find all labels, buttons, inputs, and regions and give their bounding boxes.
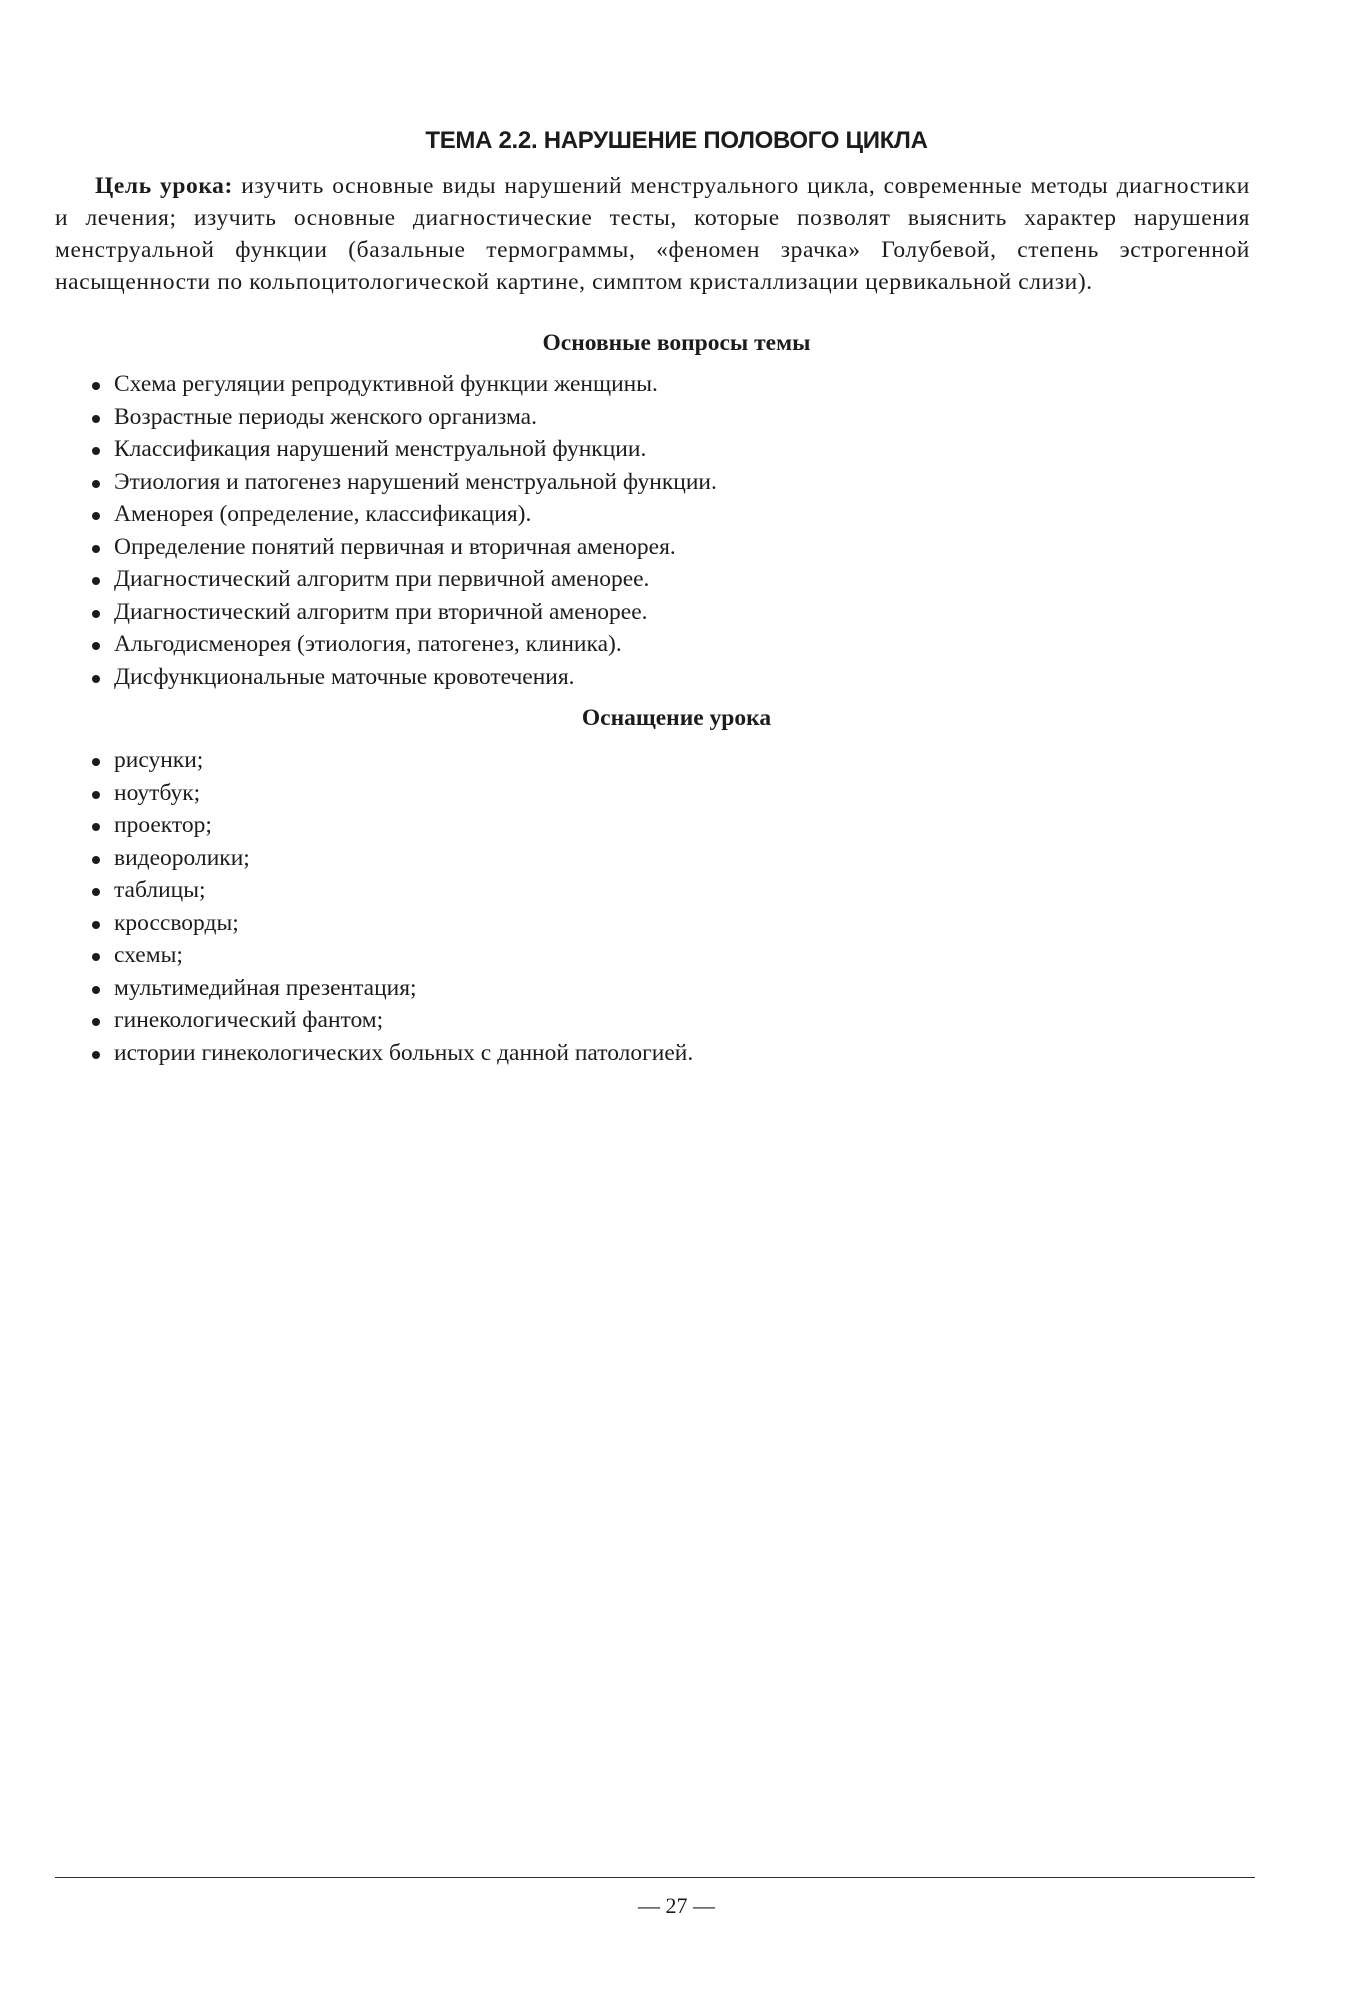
list-item-text: Определение понятий первичная и вторичная аменорея. (114, 533, 676, 560)
list-item-text: ноутбук; (114, 779, 201, 806)
list-item (90, 498, 717, 531)
list-item-text: Дисфункциональные маточные кровотечения. (114, 663, 575, 690)
bullet-icon (92, 986, 100, 994)
topic-title: ТЕМА 2.2. НАРУШЕНИЕ ПОЛОВОГО ЦИКЛА (425, 127, 928, 154)
list-item-text: Альгодисменорея (этиология, патогенез, клиника). (114, 631, 622, 657)
list-item-text: Классификация нарушений менструальной функции. (114, 436, 647, 462)
list-item (90, 433, 717, 466)
list-item-text: Аменорея (определение, классификация). (114, 501, 532, 527)
questions-list (90, 368, 717, 693)
bullet-icon (92, 675, 100, 683)
list-item (90, 596, 717, 629)
bullet-icon (92, 888, 100, 896)
bullet-icon (92, 642, 100, 650)
list-item (90, 842, 693, 875)
equipment-heading: Оснащение урока (581, 705, 772, 731)
list-item-text: мультимедийная презентация; (114, 974, 417, 1001)
list-item-text: истории гинекологических больных с данной патологией. (114, 1039, 694, 1066)
bullet-icon (92, 480, 100, 488)
lesson-goal-paragraph (55, 170, 1250, 298)
equipment-list (90, 744, 693, 1069)
bullet-icon (92, 1018, 100, 1026)
bullet-icon (92, 953, 100, 961)
bullet-icon (92, 447, 100, 455)
bullet-icon (92, 577, 100, 585)
list-item (90, 1037, 693, 1070)
bullet-icon (92, 791, 100, 799)
list-item (90, 563, 717, 596)
bullet-icon (92, 610, 100, 618)
bullet-icon (92, 1051, 100, 1059)
list-item (90, 1004, 693, 1037)
list-item (90, 531, 717, 564)
bullet-icon (92, 545, 100, 553)
questions-heading: Основные вопросы темы (542, 330, 811, 356)
list-item-text: рисунки; (114, 747, 204, 773)
list-item-text: кроссворды; (114, 909, 239, 936)
lesson-goal-label: Цель урока: (95, 173, 233, 199)
list-item (90, 661, 717, 694)
footer-divider (55, 1877, 1255, 1878)
list-item (90, 907, 693, 940)
list-item (90, 777, 693, 810)
list-item (90, 874, 693, 907)
list-item (90, 368, 717, 401)
list-item-text: Диагностический алгоритм при первичной аменорее. (114, 566, 650, 592)
bullet-icon (92, 415, 100, 423)
list-item-text: схемы; (114, 942, 183, 968)
list-item-text: проектор; (114, 812, 212, 838)
list-item (90, 972, 693, 1005)
list-item-text: Этиология и патогенез нарушений менструальной функции. (114, 468, 717, 495)
list-item-text: таблицы; (114, 877, 206, 903)
bullet-icon (92, 382, 100, 390)
bullet-icon (92, 823, 100, 831)
list-item (90, 809, 693, 842)
bullet-icon (92, 758, 100, 766)
list-item (90, 744, 693, 777)
list-item-text: гинекологический фантом; (114, 1007, 384, 1033)
page-number: — 27 — (638, 1893, 715, 1918)
list-item-text: Схема регуляции репродуктивной функции женщины. (114, 371, 658, 397)
list-item (90, 628, 717, 661)
list-item-text: Диагностический алгоритм при вторичной аменорее. (114, 598, 648, 625)
list-item-text: Возрастные периоды женского организма. (114, 403, 537, 430)
list-item-text: видеоролики; (114, 844, 250, 871)
bullet-icon (92, 921, 100, 929)
list-item (90, 466, 717, 499)
list-item (90, 401, 717, 434)
lesson-goal-text: изучить основные виды нарушений менструального цикла, современные методы диагностики и лечения; изучить основные диагностические тесты, которые позволят выяснить характер нарушения менструальной функции (базальные термограммы, «феномен зрачка» Голубевой, степень эстрогенной насыщенности по кольпоцитологической картине, симптом кристаллизации цервикальной слизи). (55, 173, 1250, 295)
bullet-icon (92, 856, 100, 864)
bullet-icon (92, 512, 100, 520)
list-item (90, 939, 693, 972)
